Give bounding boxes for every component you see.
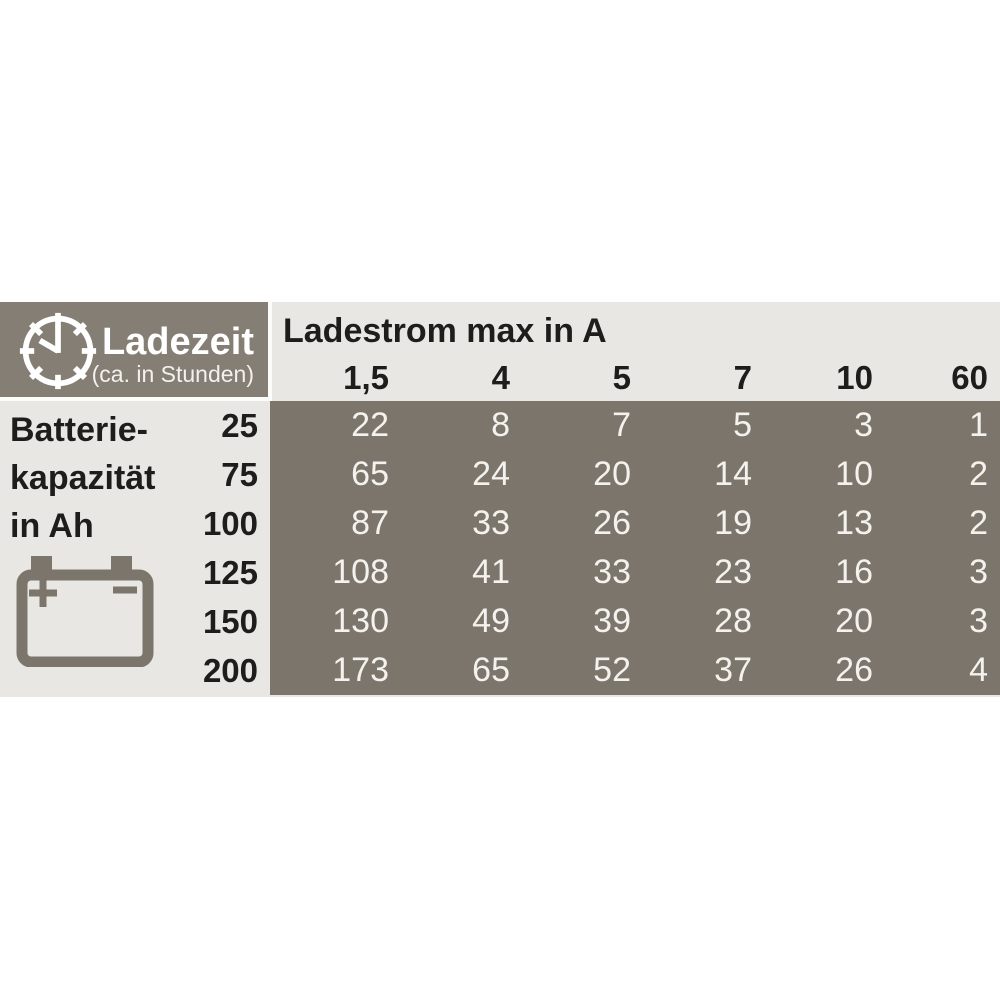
table-cell: 22 (351, 406, 389, 444)
table-cell: 49 (472, 602, 510, 640)
row-group-title-line: in Ah (10, 507, 94, 545)
table-cell: 173 (332, 651, 389, 689)
table-cell: 1 (969, 406, 988, 444)
row-capacity-label: 75 (221, 456, 258, 493)
table-cell: 13 (835, 504, 873, 542)
table-row (270, 450, 1000, 499)
column-header: 5 (612, 359, 631, 396)
clock-icon (18, 311, 98, 391)
row-capacity-label: 200 (202, 652, 258, 689)
table-cell: 39 (593, 602, 631, 640)
table-row (270, 597, 1000, 646)
row-group-title-line: Batterie- (10, 411, 148, 449)
table-row (270, 548, 1000, 597)
table-cell: 65 (351, 455, 389, 493)
table-row (270, 499, 1000, 548)
row-group-title-line: kapazität (10, 459, 156, 497)
column-group-title: Ladestrom max in A (283, 312, 607, 350)
column-header: 7 (733, 359, 752, 396)
capacity-labels (0, 401, 270, 695)
column-header: 10 (836, 359, 873, 396)
row-capacity-label: 25 (221, 407, 258, 444)
column-header: 60 (951, 359, 988, 396)
table-cell: 65 (472, 651, 510, 689)
table-cell: 41 (472, 553, 510, 591)
table-cell: 2 (969, 504, 988, 542)
charging-time-table (0, 302, 1000, 697)
table-cell: 3 (969, 553, 988, 591)
table-cell: 33 (593, 553, 631, 591)
table-cell: 7 (612, 406, 631, 444)
column-headers (270, 354, 1000, 401)
table-cell: 130 (332, 602, 389, 640)
table-cell: 2 (969, 455, 988, 493)
table-cell: 19 (714, 504, 752, 542)
row-capacity-label: 150 (202, 603, 258, 640)
table-cell: 8 (491, 406, 510, 444)
table-subtitle: (ca. in Stunden) (91, 361, 254, 387)
row-capacity-label: 125 (202, 554, 258, 591)
table-cell: 108 (332, 553, 389, 591)
data-grid (270, 401, 1000, 695)
table-cell: 37 (714, 651, 752, 689)
table-cell: 26 (835, 651, 873, 689)
table-cell: 28 (714, 602, 752, 640)
table-title: Ladezeit (101, 321, 254, 363)
table-cell: 87 (351, 504, 389, 542)
table-cell: 16 (835, 553, 873, 591)
corner-cell (0, 302, 272, 401)
table-row (270, 401, 1000, 450)
table-cell: 3 (854, 406, 873, 444)
table-cell: 20 (593, 455, 631, 493)
table-cell: 10 (835, 455, 873, 493)
table-row (270, 646, 1000, 695)
table-cell: 14 (714, 455, 752, 493)
table-cell: 5 (733, 406, 752, 444)
row-capacity-label: 100 (202, 505, 258, 542)
column-header: 1,5 (343, 359, 389, 396)
table-cell: 52 (593, 651, 631, 689)
table-cell: 3 (969, 602, 988, 640)
table-cell: 20 (835, 602, 873, 640)
table-cell: 4 (969, 651, 988, 689)
column-header: 4 (491, 359, 510, 396)
table-cell: 26 (593, 504, 631, 542)
corner-heading (92, 323, 254, 387)
table-cell: 23 (714, 553, 752, 591)
table-cell: 33 (472, 504, 510, 542)
table-cell: 24 (472, 455, 510, 493)
